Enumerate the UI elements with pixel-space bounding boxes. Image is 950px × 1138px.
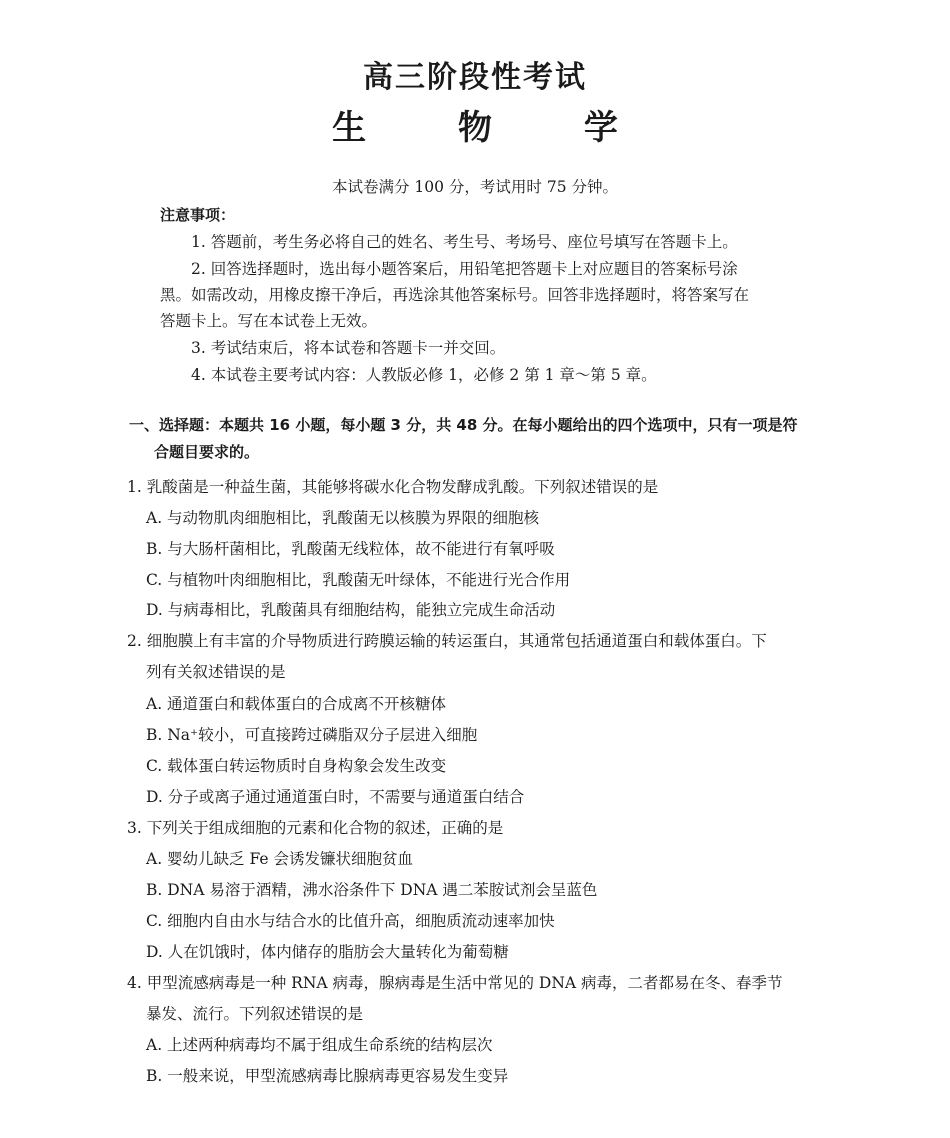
question-option: A. 与动物肌肉细胞相比，乳酸菌无以核膜为界限的细胞核 xyxy=(146,509,540,527)
question-option: C. 与植物叶肉细胞相比，乳酸菌无叶绿体，不能进行光合作用 xyxy=(146,571,571,589)
question-stem-cont: 暴发、流行。下列叙述错误的是 xyxy=(146,1005,364,1023)
notice-item: 黑。如需改动，用橡皮擦干净后，再选涂其他答案标号。回答非选择题时，将答案写在 xyxy=(160,286,750,304)
exam-intro: 本试卷满分 100 分，考试用时 75 分钟。 xyxy=(331,178,619,196)
question-stem: 1. 乳酸菌是一种益生菌，其能够将碳水化合物发酵成乳酸。下列叙述错误的是 xyxy=(127,478,659,496)
question-option: B. DNA 易溶于酒精，沸水浴条件下 DNA 遇二苯胺试剂会呈蓝色 xyxy=(146,881,598,899)
question-option: D. 人在饥饿时，体内储存的脂肪会大量转化为葡萄糖 xyxy=(146,943,509,961)
question-option: A. 通道蛋白和载体蛋白的合成离不开核糖体 xyxy=(146,695,447,713)
question-option: C. 细胞内自由水与结合水的比值升高，细胞质流动速率加快 xyxy=(146,912,555,930)
question-option: D. 与病毒相比，乳酸菌具有细胞结构，能独立完成生命活动 xyxy=(146,601,556,619)
subject-title: 生 物 学 xyxy=(332,108,658,148)
notice-item: 2. 回答选择题时，选出每小题答案后，用铅笔把答题卡上对应题目的答案标号涂 xyxy=(191,260,738,278)
question-option: B. 一般来说，甲型流感病毒比腺病毒更容易发生变异 xyxy=(146,1067,509,1085)
notice-item: 4. 本试卷主要考试内容：人教版必修 1，必修 2 第 1 章～第 5 章。 xyxy=(191,366,657,384)
question-option: B. Na⁺较小，可直接跨过磷脂双分子层进入细胞 xyxy=(146,726,478,744)
exam-title: 高三阶段性考试 xyxy=(363,60,587,95)
notice-item: 1. 答题前，考生务必将自己的姓名、考生号、考场号、座位号填写在答题卡上。 xyxy=(191,233,738,251)
question-option: A. 上述两种病毒均不属于组成生命系统的结构层次 xyxy=(146,1036,493,1054)
question-stem-cont: 列有关叙述错误的是 xyxy=(146,663,286,681)
notice-heading: 注意事项： xyxy=(160,206,236,224)
section-heading: 一、选择题：本题共 16 小题，每小题 3 分，共 48 分。在每小题给出的四个选项中，只有一项是符 xyxy=(129,416,798,434)
question-stem: 4. 甲型流感病毒是一种 RNA 病毒，腺病毒是生活中常见的 DNA 病毒，二者都易在冬、春季节 xyxy=(127,974,783,992)
question-option: D. 分子或离子通过通道蛋白时，不需要与通道蛋白结合 xyxy=(146,788,525,806)
question-option: A. 婴幼儿缺乏 Fe 会诱发镰状细胞贫血 xyxy=(146,850,413,868)
notice-item: 3. 考试结束后，将本试卷和答题卡一并交回。 xyxy=(191,339,506,357)
section-heading-cont: 合题目要求的。 xyxy=(154,443,260,461)
question-option: C. 载体蛋白转运物质时自身构象会发生改变 xyxy=(146,757,447,775)
question-stem: 2. 细胞膜上有丰富的介导物质进行跨膜运输的转运蛋白，其通常包括通道蛋白和载体蛋白。下 xyxy=(127,632,767,650)
question-option: B. 与大肠杆菌相比，乳酸菌无线粒体，故不能进行有氧呼吸 xyxy=(146,540,555,558)
question-stem: 3. 下列关于组成细胞的元素和化合物的叙述，正确的是 xyxy=(127,819,504,837)
notice-item: 答题卡上。写在本试卷上无效。 xyxy=(160,312,378,330)
